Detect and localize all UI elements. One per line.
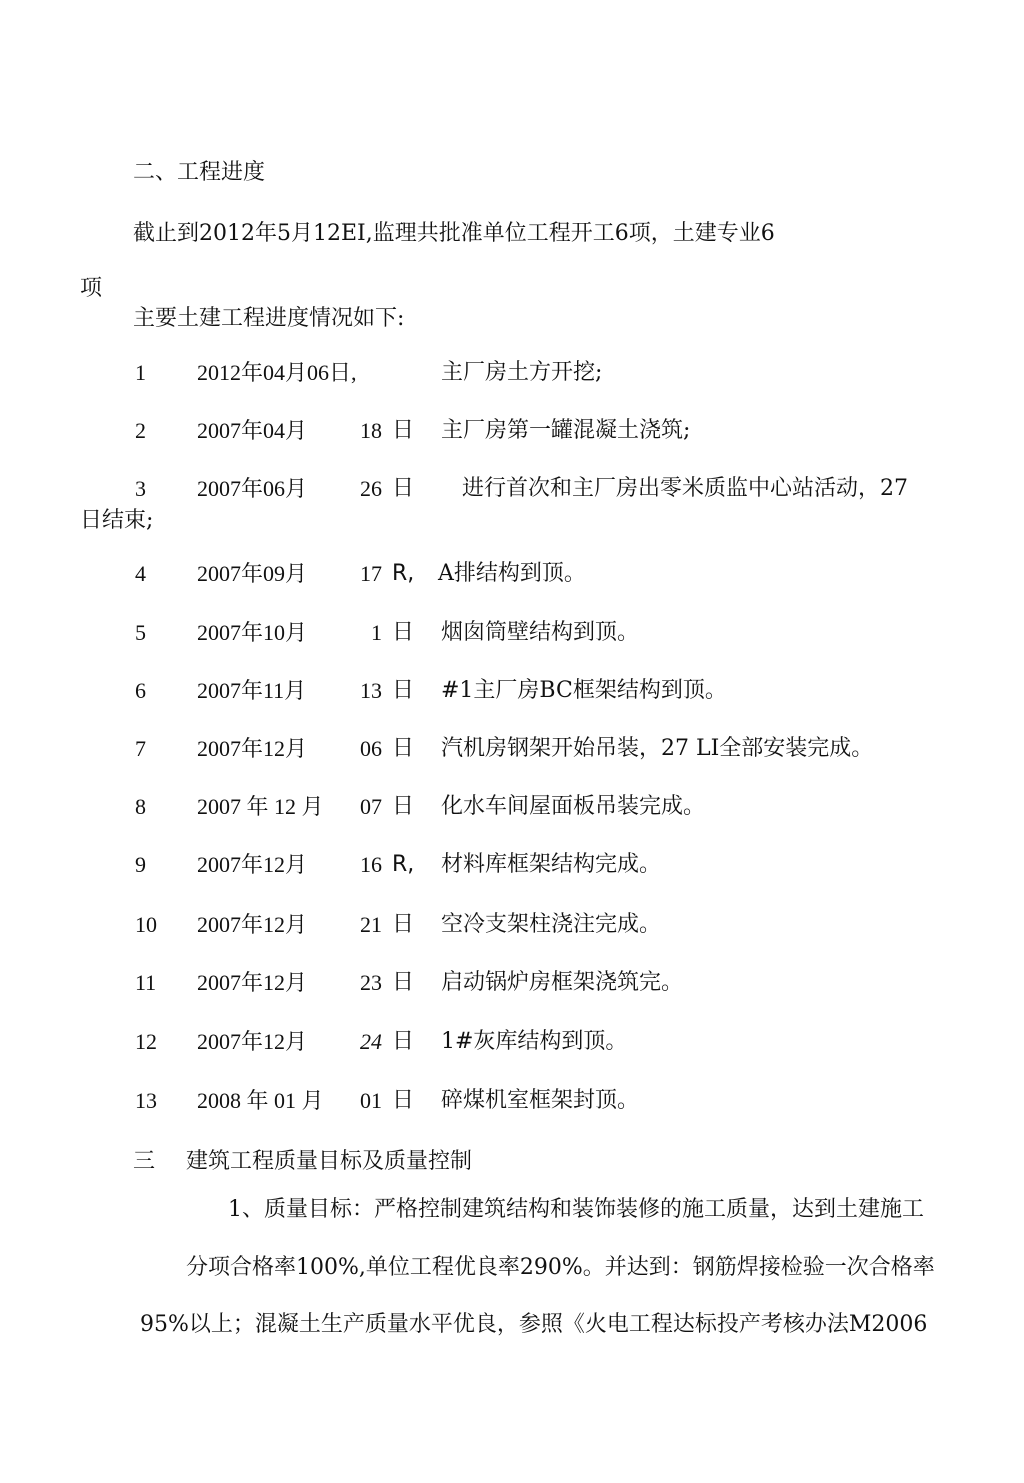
progress-item-day-unit: 日 [392, 912, 415, 937]
progress-item-event: A排结构到顶。 [438, 561, 586, 586]
progress-item-day-unit: 日 [392, 476, 415, 501]
progress-item-day-unit: 日 [392, 736, 415, 761]
progress-item-event: 材料库框架结构完成。 [441, 852, 662, 877]
intro-line-3: 主要土建工程进度情况如下: [133, 306, 405, 331]
quality-para-line-2: 分项合格率100%,单位工程优良率290%。并达到：钢筋焊接检验一次合格率 [186, 1255, 935, 1280]
section-heading-number: 三 [133, 1149, 156, 1174]
progress-item-number: 9 [135, 852, 146, 877]
progress-item-day: 17 [360, 561, 382, 586]
progress-item-number: 12 [135, 1029, 157, 1054]
progress-item-date: 2012年04月06日, [197, 360, 357, 385]
progress-item-event: 1#灰库结构到顶。 [441, 1029, 628, 1054]
progress-item-event: #1主厂房BC框架结构到顶。 [441, 678, 727, 703]
progress-item-number: 4 [135, 561, 146, 586]
intro-line-2: 项 [80, 276, 103, 301]
progress-item-date: 2007年12月 [197, 970, 308, 995]
progress-item-day: 24 [360, 1029, 382, 1054]
progress-item-day: 1 [371, 620, 382, 645]
progress-item-date: 2007年12月 [197, 912, 308, 937]
progress-item-event: 启动锅炉房框架浇筑完。 [441, 970, 684, 995]
progress-item-day: 18 [360, 418, 382, 443]
progress-item-day: 06 [360, 736, 382, 761]
progress-item-day: 07 [360, 794, 382, 819]
progress-item-date: 2007年12月 [197, 736, 308, 761]
progress-item-date: 2007 年 12 月 [197, 794, 324, 819]
progress-item-event: 空冷支架柱浇注完成。 [441, 912, 662, 937]
progress-item-event-continued: 日结束; [80, 508, 154, 533]
progress-item-event: 进行首次和主厂房出零米质监中心站活动，27 [462, 476, 908, 501]
progress-item-day-unit: 日 [392, 794, 415, 819]
progress-item-day-unit: 日 [392, 1029, 415, 1054]
progress-item-date: 2007年10月 [197, 620, 308, 645]
quality-para-line-1: 1、质量目标：严格控制建筑结构和装饰装修的施工质量，达到土建施工 [228, 1197, 924, 1222]
progress-item-number: 2 [135, 418, 146, 443]
progress-item-number: 6 [135, 678, 146, 703]
progress-item-date: 2007年04月 [197, 418, 308, 443]
progress-item-event: 化水车间屋面板吊装完成。 [441, 794, 706, 819]
progress-item-day: 16 [360, 852, 382, 877]
progress-item-number: 7 [135, 736, 146, 761]
progress-item-day: 23 [360, 970, 382, 995]
progress-item-day-unit: 日 [392, 418, 415, 443]
section-heading-progress: 二、工程进度 [133, 160, 266, 185]
progress-item-number: 8 [135, 794, 146, 819]
progress-item-number: 1 [135, 360, 146, 385]
progress-item-day: 26 [360, 476, 382, 501]
progress-item-day-unit: 日 [392, 678, 415, 703]
progress-item-date: 2008 年 01 月 [197, 1088, 324, 1113]
progress-item-event: 汽机房钢架开始吊装，27 LI全部安装完成。 [441, 736, 874, 761]
progress-item-day-unit: 日 [392, 620, 415, 645]
progress-item-day: 01 [360, 1088, 382, 1113]
intro-line-1: 截止到2012年5月12EI,监理共批准单位工程开工6项，土建专业6 [133, 221, 775, 246]
progress-item-number: 5 [135, 620, 146, 645]
section-heading-quality: 建筑工程质量目标及质量控制 [186, 1149, 473, 1174]
progress-item-date: 2007年06月 [197, 476, 308, 501]
progress-item-event: 烟囱筒壁结构到顶。 [441, 620, 640, 645]
progress-item-day: 13 [360, 678, 382, 703]
progress-item-date: 2007年09月 [197, 561, 308, 586]
progress-item-date: 2007年11月 [197, 678, 307, 703]
progress-item-day-unit: 日 [392, 1088, 415, 1113]
progress-item-number: 11 [135, 970, 157, 995]
progress-item-number: 10 [135, 912, 157, 937]
progress-item-day-unit: R, [392, 852, 415, 877]
quality-para-line-3: 95%以上；混凝土生产质量水平优良，参照《火电工程达标投产考核办法M2006 [140, 1312, 928, 1337]
progress-item-number: 13 [135, 1088, 157, 1113]
progress-item-event: 主厂房第一罐混凝土浇筑; [441, 418, 691, 443]
progress-item-event: 碎煤机室框架封顶。 [441, 1088, 640, 1113]
progress-item-date: 2007年12月 [197, 852, 308, 877]
progress-item-event: 主厂房土方开挖; [441, 360, 603, 385]
progress-item-day-unit: R, [392, 561, 415, 586]
progress-item-day: 21 [360, 912, 382, 937]
progress-item-number: 3 [135, 476, 146, 501]
progress-item-day-unit: 日 [392, 970, 415, 995]
progress-item-date: 2007年12月 [197, 1029, 308, 1054]
